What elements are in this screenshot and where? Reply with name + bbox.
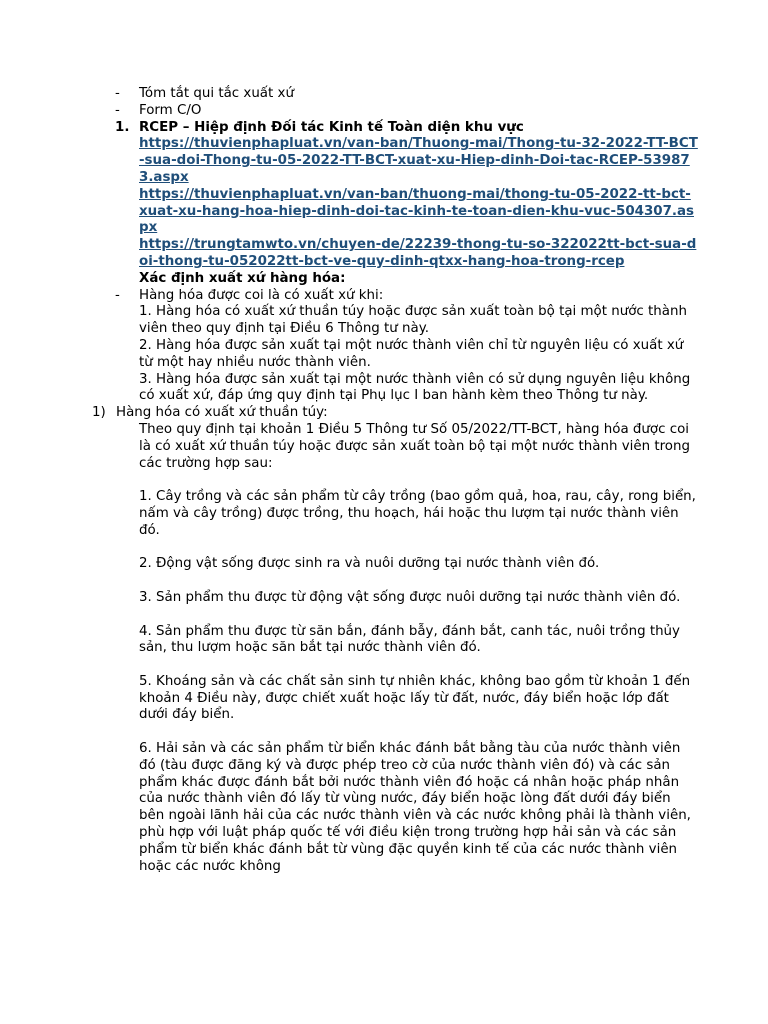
reference-link[interactable]: https://thuvienphapluat.vn/van-ban/Thuong-mai/Thong-tu-32-2022-TT-BCT-sua-doi-Thong-tu-05-2022-TT-BCT-xuat-xu-Hiep-dinh-Doi-tac-RCEP-539873.aspx [139,136,698,185]
spacer [139,724,699,741]
section-heading: Hàng hóa có xuất xứ thuần túy: [116,405,328,421]
origin-case: 5. Khoáng sản và các chất sản sinh tự nhiên khác, không bao gồm từ khoản 1 đến khoản 4 Điều này, được chiết xuất hoặc lấy từ đất, nước, đáy biển hoặc lớp đất dưới đáy biển. [139,673,691,723]
criteria-intro: Hàng hóa được coi là có xuất xứ khi: [139,287,384,303]
list-bullet: - [115,86,120,101]
rcep-section [115,119,699,288]
pure-origin-section [92,405,699,875]
document-content [92,86,699,875]
section-intro: Theo quy định tại khoản 1 Điều 5 Thông tư Số 05/2022/TT-BCT, hàng hóa được coi là có xuất xứ thuần túy hoặc được sản xuất toàn bộ tại một nước thành viên trong các trường hợp sau: [139,421,690,471]
list-bullet: - [115,287,120,303]
list-item [115,86,699,103]
origin-case: 4. Sản phẩm thu được từ săn bắn, đánh bẫy, đánh bắt, canh tác, nuôi trồng thủy sản, thu lượm hoặc săn bắt tại nước thành viên đó. [139,623,680,656]
list-item [115,102,699,120]
reference-link[interactable]: https://trungtamwto.vn/chuyen-de/22239-thong-tu-so-322022tt-bct-sua-doi-thong-tu-052022tt-bct-ve-quy-dinh-qtxx-hang-hoa-trong-rcep [139,237,697,269]
origin-case: 3. Sản phẩm thu được từ động vật sống được nuôi dưỡng tại nước thành viên đó. [139,589,681,605]
criteria-point: 3. Hàng hóa được sản xuất tại một nước thành viên có sử dụng nguyên liệu không có xuất xứ, đáp ứng quy định tại Phụ lục I ban hành kèm theo Thông tư này. [139,371,691,404]
origin-case: 1. Cây trồng và các sản phẩm từ cây trồng (bao gồm quả, hoa, rau, cây, rong biển, nấm và cây trồng) được trồng, thu hoạch, hái hoặc thu lượm tại nước thành viên đó. [139,489,696,538]
origin-case: 2. Động vật sống được sinh ra và nuôi dưỡng tại nước thành viên đó. [139,556,600,572]
subsection-heading: Xác định xuất xứ hàng hóa: [139,270,346,286]
list-item-text: Tóm tắt qui tắc xuất xứ [139,86,294,101]
spacer [139,573,699,590]
list-item-text: Form C/O [139,102,202,118]
list-bullet: - [115,102,120,118]
origin-case: 6. Hải sản và các sản phẩm từ biển khác đánh bắt bằng tàu của nước thành viên đó (tàu được đăng ký và được phép treo cờ của nước thành viên đó) và các sản phẩm khác được đánh bắt bởi nước thành viên đó hoặc cá nhân hoặc pháp nhân của nước thành viên đó lấy từ vùng nước, đáy biển hoặc lòng đất dưới đáy biển bên ngoài lãnh hải của các nước thành viên và các nước không phải là thành viên, phù hợp với luật pháp quốc tế với điều kiện trong trường hợp hải sản và các sản phẩm từ biển khác đánh bắt từ vùng đặc quyền kinh tế của các nước thành viên hoặc các nước không [139,741,691,874]
spacer [139,657,699,674]
spacer [139,607,699,624]
section-number: 1) [92,405,106,421]
spacer [139,540,699,557]
criteria-point: 2. Hàng hóa được sản xuất tại một nước thành viên chỉ từ nguyên liệu có xuất xứ từ một hay nhiều nước thành viên. [139,337,684,370]
reference-link[interactable]: https://thuvienphapluat.vn/van-ban/thuong-mai/thong-tu-05-2022-tt-bct-xuat-xu-hang-hoa-hiep-dinh-doi-tac-kinh-te-toan-dien-khu-vuc-504307.aspx [139,186,694,236]
section-heading: RCEP – Hiệp định Đối tác Kinh tế Toàn diện khu vực [139,119,524,135]
criteria-point: 1. Hàng hóa có xuất xứ thuần túy hoặc được sản xuất toàn bộ tại một nước thành viên theo quy định tại Điều 6 Thông tư này. [139,304,687,337]
spacer [139,472,699,489]
section-number: 1. [115,119,130,135]
criteria-item [115,287,699,406]
